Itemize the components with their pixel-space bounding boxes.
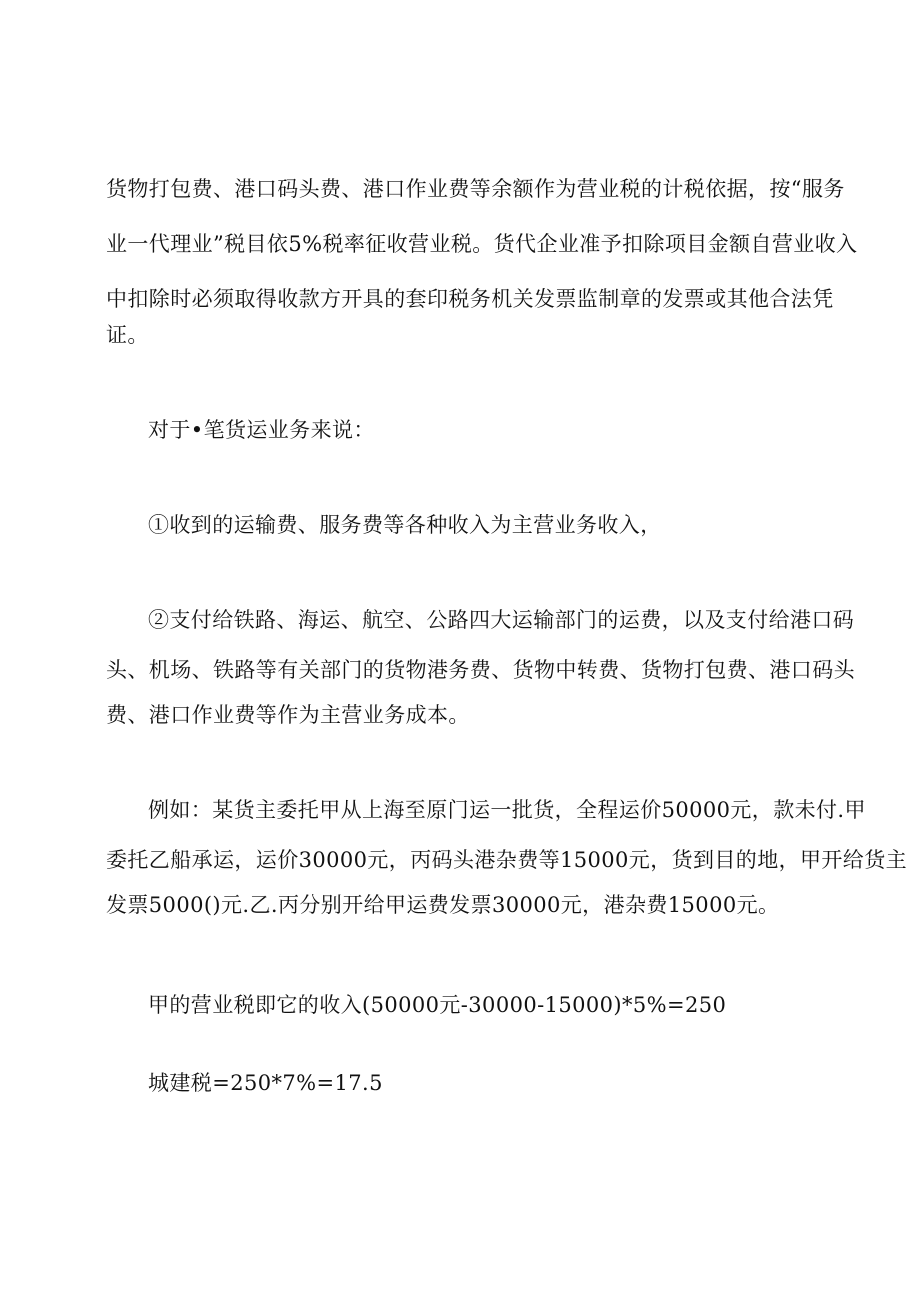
example-line: 例如：某货主委托甲从上海至原门运一批货，全程运价50000元，款未付.甲 xyxy=(148,798,866,822)
intro-line: 对于•笔货运业务来说： xyxy=(148,418,375,442)
list-item-2-line: 费、港口作业费等作为主营业务成本。 xyxy=(106,703,470,727)
formula-line: 甲的营业税即它的收入(50000元-30000-15000)*5%=250 xyxy=(148,993,727,1017)
example-line: 委托乙船承运，运价30000元，丙码头港杂费等15000元，货到目的地，甲开给货主 xyxy=(106,848,908,872)
list-item-1: ①收到的运输费、服务费等各种收入为主营业务收入， xyxy=(148,513,662,537)
list-item-2-line: ②支付给铁路、海运、航空、公路四大运输部门的运费，以及支付给港口码 xyxy=(148,608,855,632)
paragraph-line: 业一代理业”税目依5%税率征收营业税。货代企业准予扣除项目金额自营业收入 xyxy=(106,232,858,256)
paragraph-line: 证。 xyxy=(106,323,149,347)
formula-line: 城建税=250*7%=17.5 xyxy=(148,1071,383,1095)
example-line: 发票5000()元.乙.丙分别开给甲运费发票30000元，港杂费15000元。 xyxy=(106,893,780,917)
paragraph-line: 中扣除时必须取得收款方开具的套印税务机关发票监制章的发票或其他合法凭 xyxy=(106,287,834,311)
list-item-2-line: 头、机场、铁路等有关部门的货物港务费、货物中转费、货物打包费、港口码头 xyxy=(106,658,855,682)
paragraph-line: 货物打包费、港口码头费、港口作业费等余额作为营业税的计税依据，按“服务 xyxy=(106,177,845,201)
